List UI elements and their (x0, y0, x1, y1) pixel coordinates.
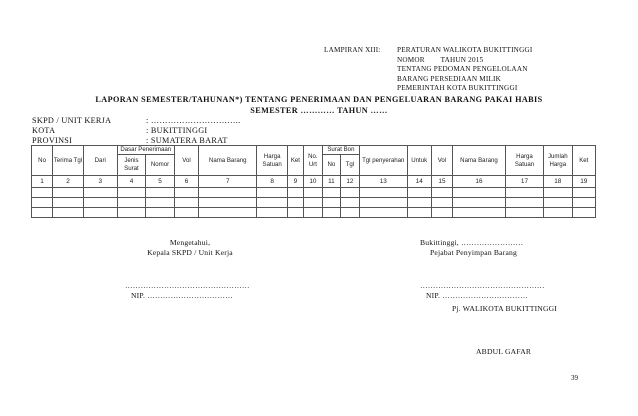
sig-left-position: Kepala SKPD / Unit Kerja (147, 248, 233, 257)
col-number: 13 (359, 176, 407, 188)
report-subtitle: SEMESTER ………… TAHUN …… (250, 106, 388, 115)
col-number: 3 (83, 176, 117, 188)
th-jenis-surat: Jenis Surat (117, 155, 146, 176)
sig-right-nip: NIP. …………………………… (426, 291, 528, 300)
th-untuk: Untuk (407, 146, 431, 176)
th-harga-satuan-2: Harga Satuan (505, 146, 543, 176)
col-number: 7 (199, 176, 257, 188)
th-vol: Vol (174, 146, 198, 176)
column-number-row (32, 176, 596, 188)
report-title: LAPORAN SEMESTER/TAHUNAN*) TENTANG PENERIMAAN DAN PENGELUARAN BARANG PAKAI HABIS (95, 95, 543, 104)
info-label: KOTA (32, 126, 56, 136)
th-ket-2: Ket (572, 146, 595, 176)
sig-right-position: Pejabat Penyimpan Barang (430, 248, 518, 257)
th-surat-bon-tgl: Tgl (340, 155, 359, 176)
th-dasar-penerimaan: Dasar Penerimaan (117, 146, 174, 155)
signature-left (120, 238, 260, 258)
col-number: 17 (505, 176, 543, 188)
th-vol-2: Vol (431, 146, 452, 176)
th-surat-bon: Surat Bon (322, 146, 359, 155)
sig-name: ABDUL GAFAR (476, 347, 532, 356)
lampiran-line: BARANG PERSEDIAAN MILIK (397, 74, 502, 83)
th-no: No (32, 146, 53, 176)
col-number: 8 (257, 176, 288, 188)
th-surat-bon-no: No (322, 155, 340, 176)
lampiran-line: PEMERINTAH KOTA BUKITTINGGI (397, 84, 518, 93)
sig-right-place-date: Bukittinggi, …………………… (420, 238, 524, 247)
sig-pj-walikota: Pj. WALIKOTA BUKITTINGGI (452, 304, 558, 313)
th-jumlah-harga: Jumlah Harga (544, 146, 573, 176)
th-terima-tgl: Terima Tgl (53, 146, 84, 176)
th-no-urt: No. Urt (303, 146, 322, 176)
info-label: SKPD / UNIT KERJA (32, 116, 112, 125)
th-harga-satuan: Harga Satuan (257, 146, 288, 176)
col-number: 19 (572, 176, 595, 188)
col-number: 14 (407, 176, 431, 188)
th-nama-barang: Nama Barang (199, 146, 257, 176)
col-number: 11 (322, 176, 340, 188)
lampiran-line: NOMOR TAHUN 2015 (397, 55, 484, 64)
col-number: 9 (288, 176, 304, 188)
report-table (31, 145, 596, 218)
sig-right-dots: ………………………………………… (420, 281, 545, 290)
info-row-skpd (32, 116, 241, 126)
sig-left-dots: ………………………………………… (125, 281, 250, 290)
table-row (32, 198, 596, 208)
info-value: : SUMATERA BARAT (146, 136, 228, 146)
info-value: : BUKITTINGGI (146, 126, 208, 136)
col-number: 15 (431, 176, 452, 188)
col-number: 4 (117, 176, 146, 188)
info-block (32, 116, 241, 147)
table-row (32, 208, 596, 218)
sig-left-nip: NIP. …………………………… (131, 291, 233, 300)
col-number: 2 (53, 176, 84, 188)
th-dari: Dari (83, 146, 117, 176)
info-value: : ………………………….. (146, 116, 241, 125)
th-nama-barang-2: Nama Barang (453, 146, 506, 176)
table-row (32, 188, 596, 198)
th-nomor: Nomor (146, 155, 175, 176)
col-number: 6 (174, 176, 198, 188)
lampiran-line: PERATURAN WALIKOTA BUKITTINGGI (397, 46, 533, 54)
lampiran-line: TENTANG PEDOMAN PENGELOLAAN (397, 65, 528, 74)
col-number: 5 (146, 176, 175, 188)
th-ket: Ket (288, 146, 304, 176)
th-tgl-penyerahan: Tgl penyerahan (359, 146, 407, 176)
lampiran-text (397, 46, 532, 94)
info-row-kota (32, 126, 241, 136)
col-number: 18 (544, 176, 573, 188)
lampiran-label: LAMPIRAN XIII: (324, 46, 381, 54)
sig-mengetahui: Mengetahui, (169, 238, 211, 247)
page-number: 39 (571, 374, 578, 382)
col-number: 16 (453, 176, 506, 188)
info-label: PROVINSI (32, 136, 73, 146)
col-number: 10 (303, 176, 322, 188)
col-number: 12 (340, 176, 359, 188)
col-number: 1 (32, 176, 53, 188)
